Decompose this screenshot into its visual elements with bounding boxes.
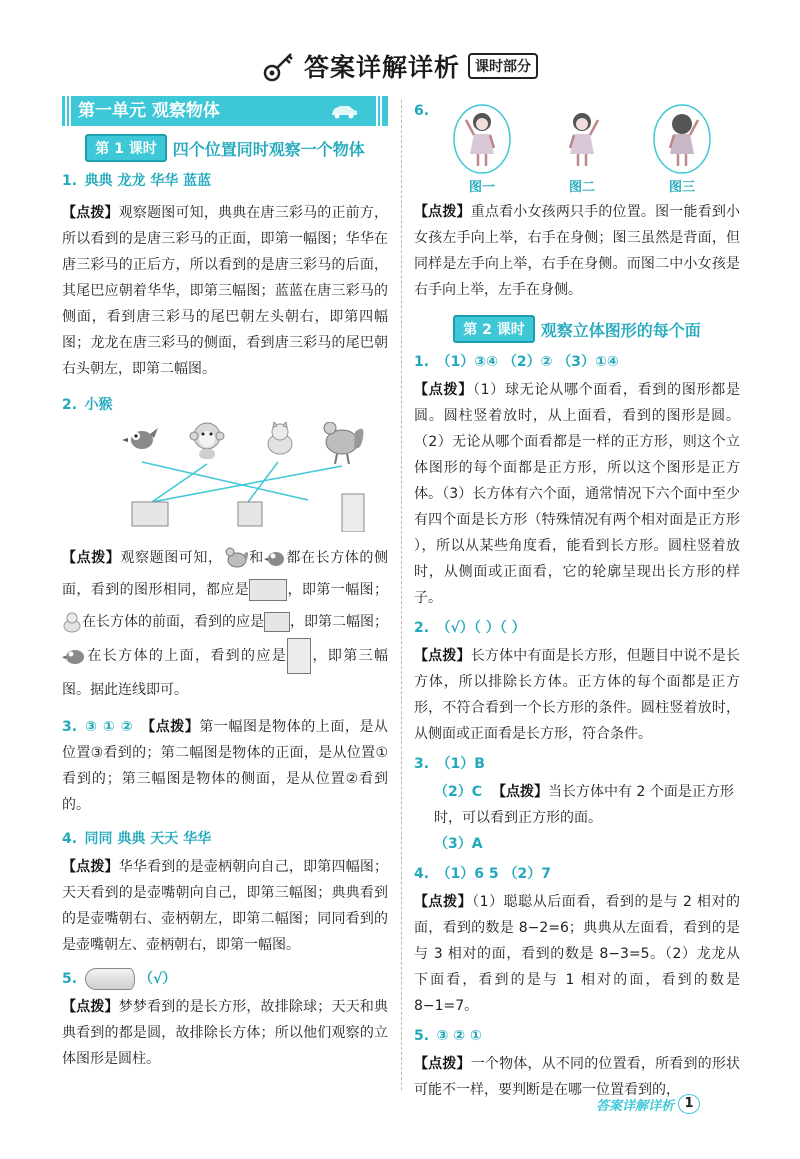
answer: （1）③④ （2）② （3）①④ [436, 354, 619, 370]
figure-caption: 图二 [568, 180, 595, 195]
view-rect-square [238, 502, 262, 526]
tip-label: 【点拨】 [62, 999, 119, 1015]
text: 在长方体的前面，看到的应是 [82, 614, 264, 630]
explanation-text: （1）球无论从哪个面看，看到的图形都是圆。圆柱竖着放时，从上面看，看到的图形是圆。（2）无论从哪个面看都是一样的正方形，则这个立体图形的每个面都是正方形，所以这个图形是正方体。（3）长方体有六个面，通常情况下六个面中至少有四个面是长方形（特殊情况有两个相对面是正方形 ），所以从某些角度看，能看到长方形。圆柱竖着放时，从侧面或正面看，它的轮廓呈现出长方形的样子。 [414, 382, 741, 606]
explanation-text: 观察题图可知，典典在唐三彩马的正前方，所以看到的是唐三彩马的正面，即第一幅图；华华在唐三彩马的正后方，所以看到的是唐三彩马的后面，其尾巴应朝着华华，即第三幅图；蓝蓝在唐三彩马的侧面，看到唐三彩马的尾巴朝左头朝右，即第四幅图；龙龙在唐三彩马的侧面，看到唐三彩马的尾巴朝右头朝左，即第二幅图。 [62, 205, 389, 377]
lesson2-question-4 [414, 861, 740, 887]
lesson-badge: 第 2 课时 [453, 315, 535, 343]
answer: （√）（ ）（ ） [436, 620, 526, 636]
page-footer [596, 1093, 736, 1115]
explanation-text: 长方体中有面是长方形，但题目中说不是长方体，所以排除长方体。正方体的每个面都是正方形，不符合看到一个长方形的条件。圆柱竖着放时，从侧面或正面看是长方形，符合条件。 [414, 648, 741, 742]
answer: （3）A [434, 836, 483, 852]
text: 观察题图可知， [120, 550, 223, 566]
answer: 同同 典典 天天 华华 [84, 831, 212, 847]
question-number: 5. [414, 1028, 430, 1044]
tip-label: 【点拨】 [141, 719, 200, 735]
rooster-icon [324, 422, 363, 464]
tip-label: 【点拨】 [62, 550, 121, 566]
question-number: 1. [414, 354, 430, 370]
text: 和 [248, 550, 264, 566]
girl-front-icon [452, 104, 512, 174]
question-number: 6. [414, 103, 430, 119]
page-title: 答案详解详析 [303, 53, 460, 82]
question-3 [62, 714, 388, 818]
lesson2-explanation-4 [414, 889, 740, 1019]
car-icon [330, 103, 358, 119]
text: ，即第三幅图。据此连线即可。 [62, 648, 389, 698]
question-4 [62, 826, 388, 852]
question-1 [62, 168, 388, 194]
question-2 [62, 392, 388, 418]
tip-label: 【点拨】 [62, 859, 119, 875]
rooster-icon [223, 545, 249, 571]
girl-front-mirror-icon [552, 104, 612, 174]
explanation-4 [62, 854, 388, 958]
answer: （1）6 5 （2）7 [436, 866, 551, 882]
explanation-text: 重点看小女孩两只手的位置。图一能看到小女孩左手向上举，右手在身侧；图三虽然是背面，但同样是左手向上举，右手在身侧。而图二中小女孩是右手向上举，左手在身侧。 [414, 204, 741, 298]
unit-banner [62, 96, 388, 126]
footer-label: 答案详解详析 [596, 1098, 675, 1114]
tip-label: 【点拨】 [414, 382, 473, 398]
question-number: 1. [62, 173, 78, 189]
lesson2-question-2 [414, 615, 740, 641]
cylinder-figure [85, 968, 135, 990]
answer: （1）B [436, 756, 485, 772]
answer: 典典 龙龙 华华 蓝蓝 [84, 173, 212, 189]
explanation-1 [62, 200, 388, 382]
matching-diagram [62, 422, 388, 532]
text: 都在长方体的侧面，看到的图形相同，都应是 [62, 550, 389, 598]
cat-icon [268, 422, 292, 454]
text: ，即第一幅图； [287, 582, 389, 598]
page-number: 1 [678, 1094, 700, 1114]
tip-label: 【点拨】 [414, 894, 473, 910]
explanation-text: （1）聪聪从后面看，看到的是与 2 相对的面，看到的数是 8−2=6；典典从左面看，看到的是与 3 相对的面，看到的数是 8−3=5。（2）龙龙从下面看，看到的是与 1 相对的面，看到的数是 8−1=7。 [414, 894, 740, 1014]
tip-label: 【点拨】 [62, 205, 119, 221]
question-number: 5. [62, 971, 78, 987]
right-column [414, 96, 740, 1103]
cat-icon [62, 611, 82, 633]
tip-label: 【点拨】 [414, 204, 471, 220]
left-column [62, 96, 388, 1072]
lesson2-question-1 [414, 349, 740, 375]
answer: 小猴 [84, 397, 113, 413]
question-number: 4. [62, 831, 78, 847]
lesson2-question-5 [414, 1023, 740, 1049]
explanation-5 [62, 994, 388, 1072]
wide-rect-figure [249, 579, 287, 601]
key-icon [262, 49, 296, 83]
unit-title: 第一单元 观察物体 [78, 101, 220, 121]
girl-back-icon [652, 104, 712, 174]
girl-figure-3 [652, 104, 712, 195]
section-tag: 课时部分 [468, 53, 538, 79]
explanation-6 [414, 199, 740, 303]
bird-icon [62, 645, 86, 667]
view-rect-wide [132, 502, 168, 526]
tip-label: 【点拨】 [414, 1056, 471, 1072]
lesson2-question-3-part3 [414, 831, 740, 857]
explanation-text: 梦梦看到的是长方形，故排除球；天天和典典看到的都是圆，故排除长方体；所以他们观察的立体图形是圆柱。 [62, 999, 389, 1067]
square-rect-figure [264, 612, 290, 632]
girl-figure-2 [552, 104, 612, 195]
explanation-text: 华华看到的是壶柄朝向自己，即第四幅图；天天看到的是壶嘴朝向自己，即第三幅图；典典看到的是壶嘴朝右、壶柄朝左，即第二幅图；同同看到的是壶嘴朝左、壶柄朝右，即第一幅图。 [62, 859, 389, 953]
question-5 [62, 966, 388, 992]
column-divider [401, 100, 402, 1090]
explanation-text: 一个物体，从不同的位置看，所看到的形状可能不一样，要判断是在哪一位置看到的， [414, 1056, 741, 1098]
girl-figure-1 [452, 104, 512, 195]
lesson-2-heading [414, 315, 740, 343]
lesson2-explanation-1 [414, 377, 740, 611]
figure-caption: 图三 [668, 180, 695, 195]
lesson-badge: 第 1 课时 [85, 134, 167, 162]
question-number: 3. [62, 719, 78, 735]
explanation-2 [62, 542, 388, 706]
text: 在长方体的上面，看到的应是 [86, 648, 288, 664]
answer: （2）C [434, 784, 483, 800]
girl-figures [414, 104, 740, 195]
answer: ③ ① ② [85, 719, 134, 735]
lesson-title: 四个位置同时观察一个物体 [172, 139, 365, 159]
answer: ③ ② ① [436, 1028, 482, 1044]
tip-label: 【点拨】 [414, 648, 471, 664]
tall-rect-figure [287, 638, 311, 674]
question-number: 4. [414, 866, 430, 882]
question-number: 2. [62, 397, 78, 413]
tip-label: 【点拨】 [492, 784, 549, 800]
banner-stripes-right [376, 96, 384, 126]
page-header [0, 48, 800, 88]
lesson2-question-3-part2 [414, 779, 740, 831]
matching-lines-figure [62, 422, 388, 532]
lesson2-explanation-2 [414, 643, 740, 747]
question-number: 2. [414, 620, 430, 636]
lesson-1-heading [62, 134, 388, 162]
bird-icon [264, 547, 286, 569]
explanation-text: 当长方体中有 2 个面是正方形时，可以看到正方形的面。 [434, 784, 734, 826]
monkey-icon [190, 423, 224, 459]
figure-caption: 图一 [468, 180, 495, 195]
explanation-text: 第一幅图是物体的上面，是从位置③看到的；第二幅图是物体的正面，是从位置①看到的；第三幅图是物体的侧面，是从位置②看到的。 [62, 719, 389, 813]
question-number: 3. [414, 756, 430, 772]
bird-icon [122, 428, 158, 449]
lesson-title: 观察立体图形的每个面 [540, 320, 701, 340]
banner-stripes-left [65, 96, 73, 126]
text: ，即第二幅图； [290, 614, 388, 630]
view-rect-tall [342, 494, 364, 532]
lesson2-question-3 [414, 751, 740, 777]
answer: （√） [138, 971, 177, 987]
